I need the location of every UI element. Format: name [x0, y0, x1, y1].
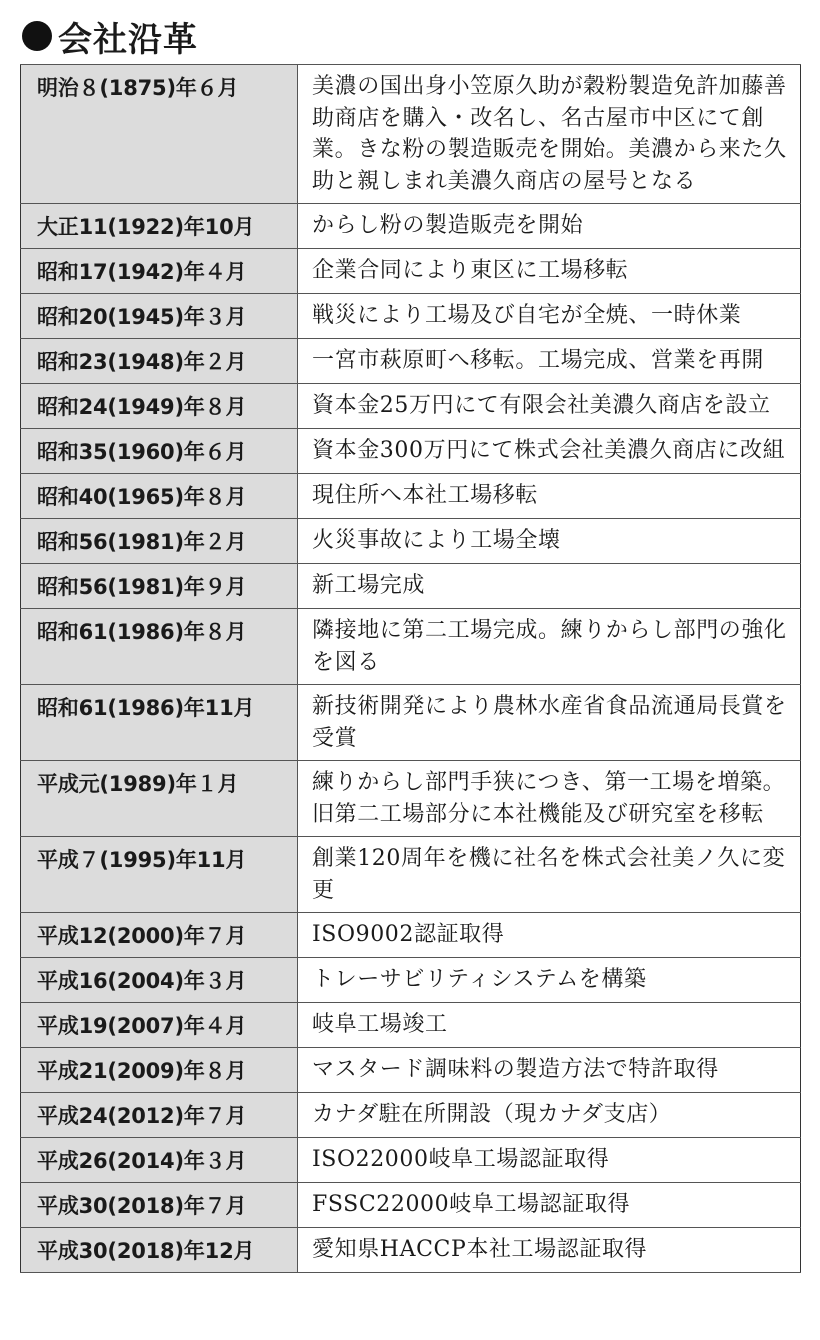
page-title-text: 会社沿革 — [58, 19, 198, 60]
table-row — [21, 685, 801, 761]
table-row — [21, 1048, 801, 1093]
row-event: ISO22000岐阜工場認証取得 — [298, 1138, 801, 1183]
row-event: カナダ駐在所開設（現カナダ支店） — [298, 1093, 801, 1138]
table-row — [21, 913, 801, 958]
table-row — [21, 249, 801, 294]
table-row — [21, 474, 801, 519]
row-event: 現住所へ本社工場移転 — [298, 474, 801, 519]
row-date: 昭和61(1986)年８月 — [21, 609, 298, 685]
table-row — [21, 204, 801, 249]
table-row — [21, 294, 801, 339]
row-date: 昭和20(1945)年３月 — [21, 294, 298, 339]
table-row — [21, 384, 801, 429]
row-date: 大正11(1922)年10月 — [21, 204, 298, 249]
table-row — [21, 429, 801, 474]
row-event: 新工場完成 — [298, 564, 801, 609]
table-row — [21, 1228, 801, 1273]
row-event: 隣接地に第二工場完成。練りからし部門の強化を図る — [298, 609, 801, 685]
page-title — [22, 14, 198, 58]
row-event: マスタード調味料の製造方法で特許取得 — [298, 1048, 801, 1093]
table-row — [21, 339, 801, 384]
table-row — [21, 1003, 801, 1048]
row-date: 平成30(2018)年12月 — [21, 1228, 298, 1273]
table-row — [21, 65, 801, 204]
row-event: 企業合同により東区に工場移転 — [298, 249, 801, 294]
row-date: 昭和35(1960)年６月 — [21, 429, 298, 474]
row-date: 昭和40(1965)年８月 — [21, 474, 298, 519]
row-event: トレーサビリティシステムを構築 — [298, 958, 801, 1003]
table-row — [21, 1138, 801, 1183]
row-date: 昭和23(1948)年２月 — [21, 339, 298, 384]
row-event: 火災事故により工場全壊 — [298, 519, 801, 564]
row-date: 昭和61(1986)年11月 — [21, 685, 298, 761]
row-event: 戦災により工場及び自宅が全焼、一時休業 — [298, 294, 801, 339]
row-date: 昭和17(1942)年４月 — [21, 249, 298, 294]
row-event: 岐阜工場竣工 — [298, 1003, 801, 1048]
history-table — [20, 64, 801, 1273]
row-event: 新技術開発により農林水産省食品流通局長賞を受賞 — [298, 685, 801, 761]
table-row — [21, 837, 801, 913]
row-date: 平成21(2009)年８月 — [21, 1048, 298, 1093]
table-row — [21, 958, 801, 1003]
row-date: 昭和24(1949)年８月 — [21, 384, 298, 429]
row-date: 昭和56(1981)年２月 — [21, 519, 298, 564]
row-date: 平成26(2014)年３月 — [21, 1138, 298, 1183]
table-row — [21, 519, 801, 564]
table-row — [21, 1093, 801, 1138]
row-date: 平成元(1989)年１月 — [21, 761, 298, 837]
row-event: 美濃の国出身小笠原久助が穀粉製造免許加藤善助商店を購入・改名し、名古屋市中区にて創業。きな粉の製造販売を開始。美濃から来た久助と親しまれ美濃久商店の屋号となる — [298, 65, 801, 204]
row-event: からし粉の製造販売を開始 — [298, 204, 801, 249]
row-event: 練りからし部門手狭につき、第一工場を増築。旧第二工場部分に本社機能及び研究室を移転 — [298, 761, 801, 837]
table-row — [21, 1183, 801, 1228]
row-date: 平成16(2004)年３月 — [21, 958, 298, 1003]
row-event: 資本金300万円にて株式会社美濃久商店に改組 — [298, 429, 801, 474]
row-event: 一宮市萩原町へ移転。工場完成、営業を再開 — [298, 339, 801, 384]
row-event: 創業120周年を機に社名を株式会社美ノ久に変更 — [298, 837, 801, 913]
bullet-icon — [22, 21, 52, 51]
row-date: 平成24(2012)年７月 — [21, 1093, 298, 1138]
row-date: 平成12(2000)年７月 — [21, 913, 298, 958]
row-date: 昭和56(1981)年９月 — [21, 564, 298, 609]
row-date: 明治８(1875)年６月 — [21, 65, 298, 204]
table-row — [21, 761, 801, 837]
row-date: 平成30(2018)年７月 — [21, 1183, 298, 1228]
row-event: ISO9002認証取得 — [298, 913, 801, 958]
row-event: 資本金25万円にて有限会社美濃久商店を設立 — [298, 384, 801, 429]
table-row — [21, 564, 801, 609]
row-event: 愛知県HACCP本社工場認証取得 — [298, 1228, 801, 1273]
table-row — [21, 609, 801, 685]
row-date: 平成７(1995)年11月 — [21, 837, 298, 913]
row-event: FSSC22000岐阜工場認証取得 — [298, 1183, 801, 1228]
row-date: 平成19(2007)年４月 — [21, 1003, 298, 1048]
